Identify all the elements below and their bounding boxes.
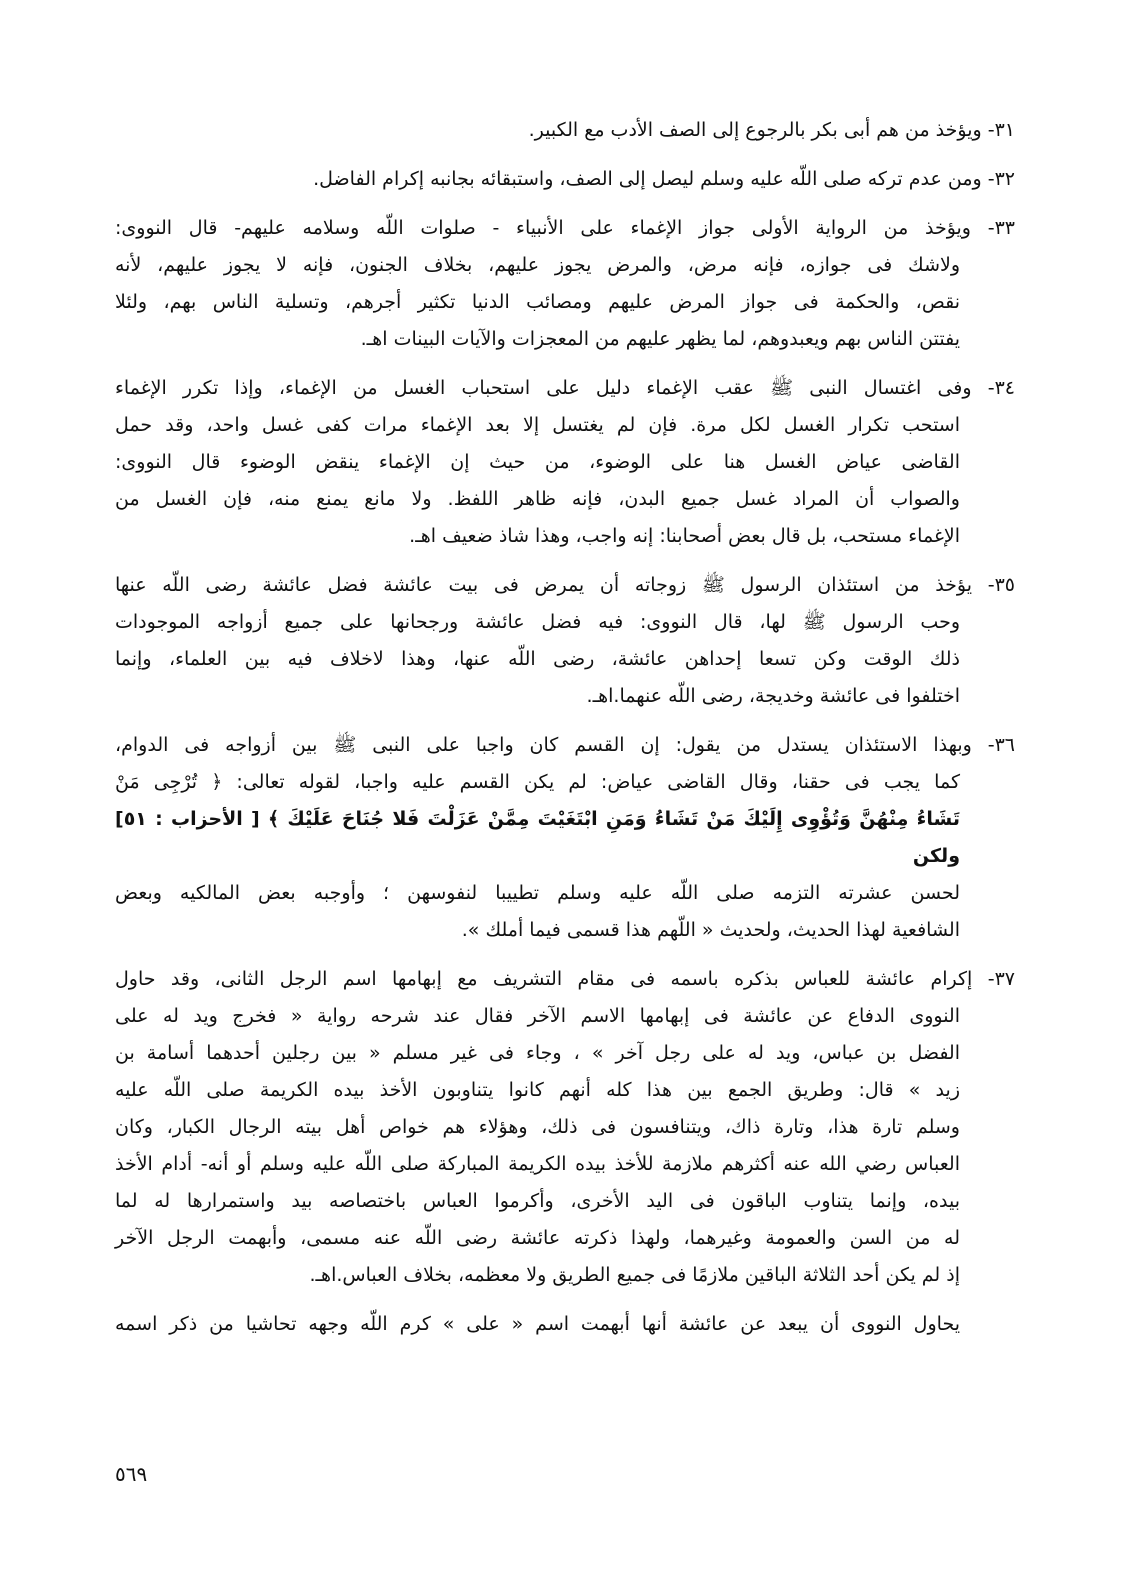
- point-37: [115, 961, 1015, 1294]
- text-line: العباس رضي الله عنه أكثرهم ملازمة للأخذ بيده الكريمة المباركة صلى اللّه عليه وسلم أو أنه- أدام الأخذ: [115, 1153, 960, 1175]
- text-line: كما يجب فى حقنا، وقال القاضى عياض: لم يكن القسم عليه واجبا، لقوله تعالى: ﴿ تُرْجِى مَنْ: [115, 771, 960, 793]
- text-line: نقص، والحكمة فى جواز المرض عليهم ومصائب الدنيا تكثير أجرهم، وتسلية الناس بهم، ولئلا: [115, 291, 960, 313]
- point-32: [115, 161, 1015, 198]
- page-body: [115, 112, 1015, 1355]
- text-line: يحاول النووى أن يبعد عن عائشة أنها أبهمت اسم « على » كرم اللّه وجهه تحاشيا من ذكر اسمه: [115, 1313, 960, 1335]
- text-line: استحب تكرار الغسل لكل مرة. فإن لم يغتسل إلا بعد الإغماء مرات كفى غسل واحد، وقد حمل: [115, 414, 960, 436]
- text-line: ٣٦- وبهذا الاستئذان يستدل من يقول: إن القسم كان واجبا على النبى ﷺ بين أزواجه فى الدوام،: [115, 734, 1015, 756]
- text-line: ٣٥- يؤخذ من استئذان الرسول ﷺ زوجاته أن يمرض فى بيت عائشة فضل عائشة رضى اللّه عنها: [115, 574, 1015, 596]
- point-34: [115, 370, 1015, 555]
- text-line: القاضى عياض الغسل هنا على الوضوء، من حيث إن الإغماء ينقض الوضوء قال النووى:: [115, 451, 960, 473]
- quran-verse-line: تَشَاءُ مِنْهُنَّ وَتُؤْوِى إِلَيْكَ مَنْ تَشَاءُ وَمَنِ ابْتَغَيْتَ مِمَّنْ عَزَلْتَ فَلا جُنَاحَ عَلَيْكَ ﴾ [ الأحزاب : ٥١] ولكن: [115, 808, 960, 867]
- text-line: وحب الرسول ﷺ لها، قال النووى: فيه فضل عائشة ورجحانها على جميع أزواجه الموجودات: [115, 611, 960, 633]
- text-line: وسلم تارة هذا، وتارة ذاك، ويتنافسون فى ذلك، وهؤلاء هم خواص أهل بيته الرجال الكبار، وكان: [115, 1116, 960, 1138]
- text-line: ٣٧- إكرام عائشة للعباس بذكره باسمه فى مقام التشريف مع إبهامها اسم الرجل الثانى، وقد حاول: [115, 968, 1015, 990]
- point-33: [115, 210, 1015, 358]
- text-line: لحسن عشرته التزمه صلى اللّه عليه وسلم تطييبا لنفوسهن ؛ وأوجبه بعض المالكيه وبعض: [115, 882, 960, 904]
- text-line: ولاشك فى جوازه، فإنه مرض، والمرض يجوز عليهم، بخلاف الجنون، فإنه لا يجوز عليهم، لأنه: [115, 254, 960, 276]
- text-line: ذلك الوقت وكن تسعا إحداهن عائشة، رضى اللّه عنها، وهذا لاخلاف فيه بين العلماء، وإنما: [115, 648, 960, 670]
- text-line: اختلفوا فى عائشة وخديجة، رضى اللّه عنهما.اهـ.: [586, 685, 960, 707]
- text-line: ٣٣- ويؤخذ من الرواية الأولى جواز الإغماء على الأنبياء - صلوات اللّه وسلامه عليهم- قال النووى:: [115, 217, 1015, 239]
- text-line: ٣١- ويؤخذ من هم أبى بكر بالرجوع إلى الصف الأدب مع الكبير.: [528, 119, 1015, 141]
- point-31: [115, 112, 1015, 149]
- page-number: ٥٦٩: [115, 1462, 148, 1486]
- text-line: والصواب أن المراد غسل جميع البدن، فإنه ظاهر اللفظ. ولا مانع يمنع منه، فإن الغسل من: [115, 488, 960, 510]
- text-line: الشافعية لهذا الحديث، ولحديث « اللّهم هذا قسمى فيما أملك ».: [461, 919, 960, 941]
- text-line: زيد » قال: وطريق الجمع بين هذا كله أنهم كانوا يتناوبون الأخذ بيده الكريمة صلى اللّه عليه: [115, 1079, 960, 1101]
- text-line: إذ لم يكن أحد الثلاثة الباقين ملازمًا فى جميع الطريق ولا معظمه، بخلاف العباس.اهـ.: [309, 1264, 960, 1286]
- text-line: له من السن والعمومة وغيرهما، ولهذا ذكرته عائشة رضى اللّه عنه مسمى، وأبهمت الرجل الآخر: [115, 1227, 960, 1249]
- text-line: الفضل بن عباس، ويد له على رجل آخر » ، وجاء فى غير مسلم « بين رجلين أحدهما أسامة بن: [115, 1042, 960, 1064]
- text-line: ٣٤- وفى اغتسال النبى ﷺ عقب الإغماء دليل على استحباب الغسل من الإغماء، وإذا تكرر الإغماء: [115, 377, 1015, 399]
- text-line: بيده، وإنما يتناوب الباقون فى اليد الأخرى، وأكرموا العباس باختصاصه بيد واستمرارها له لما: [115, 1190, 960, 1212]
- closing-paragraph: [115, 1306, 1015, 1343]
- text-line: الإغماء مستحب، بل قال بعض أصحابنا: إنه واجب، وهذا شاذ ضعيف اهـ.: [409, 525, 960, 547]
- text-line: ٣٢- ومن عدم تركه صلى اللّه عليه وسلم ليصل إلى الصف، واستبقائه بجانبه إكرام الفاضل.: [313, 168, 1015, 190]
- point-35: [115, 567, 1015, 715]
- point-36: [115, 727, 1015, 949]
- text-line: يفتتن الناس بهم ويعبدوهم، لما يظهر عليهم من المعجزات والآيات البينات اهـ.: [360, 328, 960, 350]
- text-line: النووى الدفاع عن عائشة فى إبهامها الاسم الآخر فقال عند شرحه رواية « فخرج ويد له على: [115, 1005, 960, 1027]
